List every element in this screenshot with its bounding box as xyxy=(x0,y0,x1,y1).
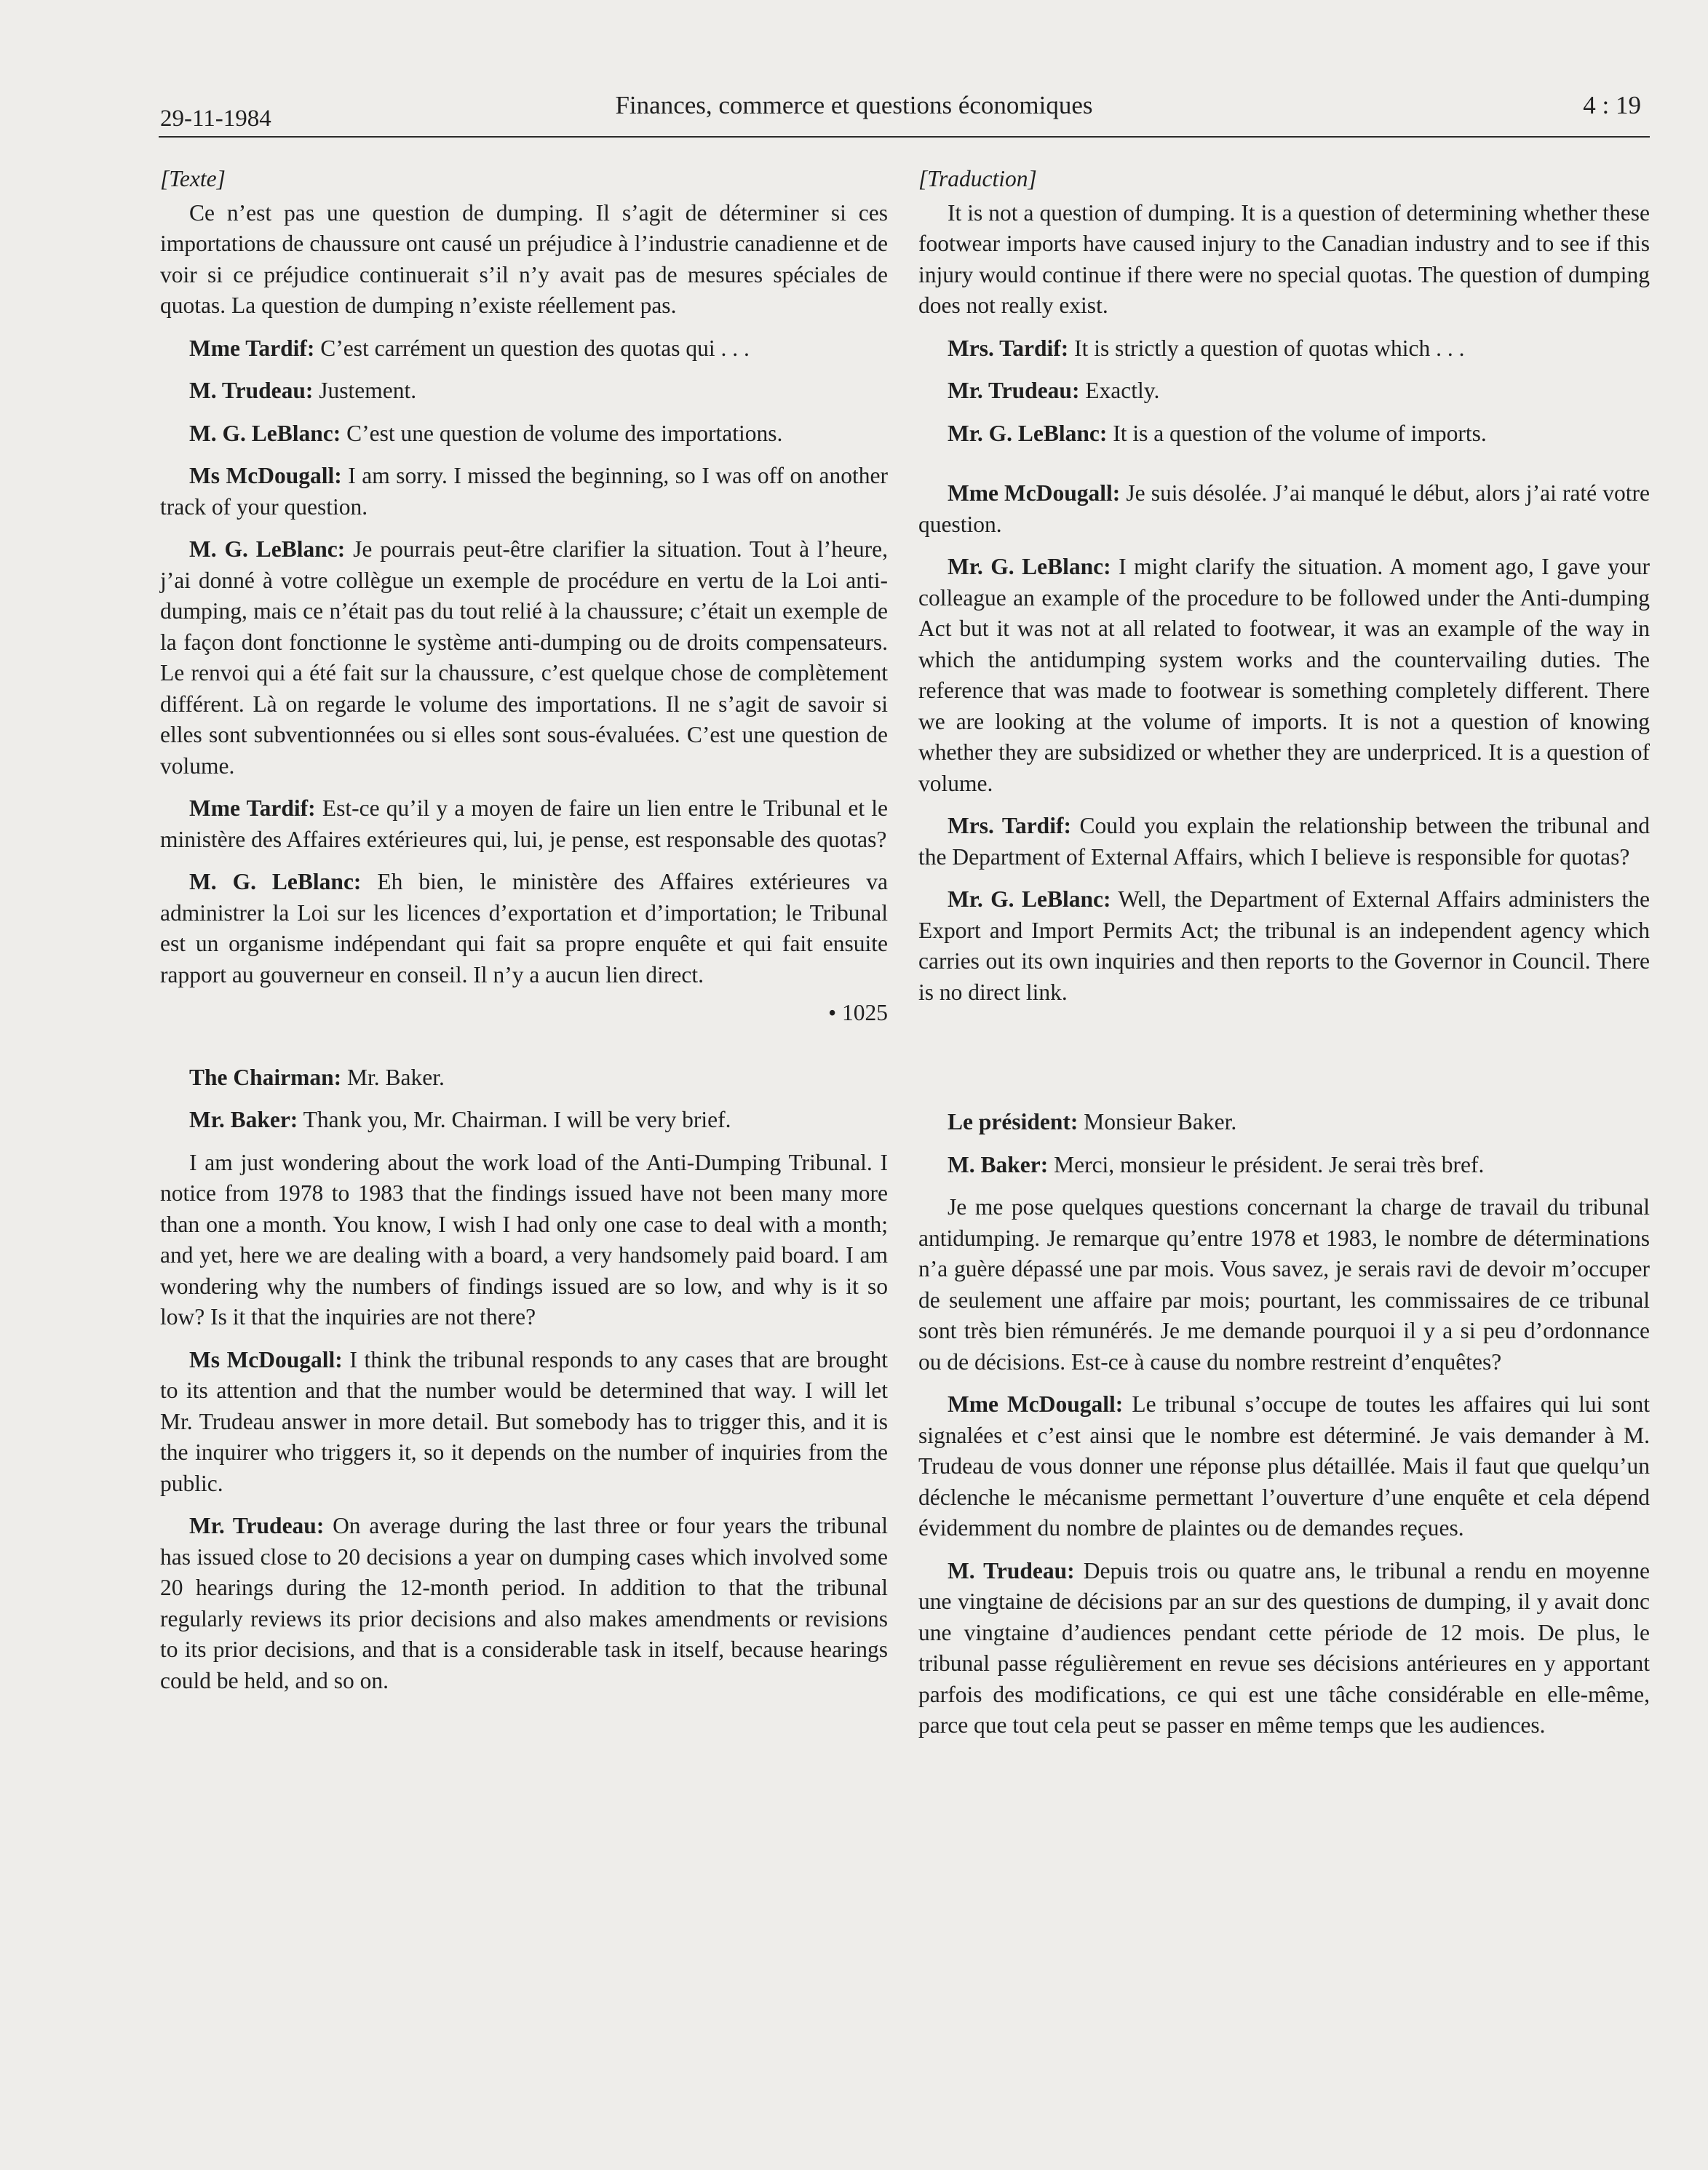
speaker-name: The Chairman: xyxy=(189,1064,342,1090)
speaker-name: M. Baker: xyxy=(948,1151,1049,1177)
right-paragraph xyxy=(918,418,1650,450)
right-language-tag: [Traduction] xyxy=(918,166,1037,191)
speech-text: C’est une question de volume des importations. xyxy=(346,420,783,446)
speaker-name: M. G. LeBlanc: xyxy=(189,420,341,446)
speech-text: Monsieur Baker. xyxy=(1084,1109,1237,1134)
right-paragraph xyxy=(918,1556,1650,1741)
speaker-name: Mme McDougall: xyxy=(948,480,1121,506)
header-page-number: 4 : 19 xyxy=(1583,91,1641,119)
speaker-name: Ms McDougall: xyxy=(189,463,342,488)
left-paragraph xyxy=(160,461,888,522)
speech-text: Je pourrais peut-être clarifier la situation. Tout à l’heure, j’ai donné à votre collègue un exemple de procédure en vertu de la Loi anti-dumping, mais ce n’était pas du tout relié à la chaussure; c’était un exemple de la façon dont fonctionne le système anti-dumping ou de droits compensateurs. Le renvoi qui a été fait sur la chaussure, c’est quelque chose de complètement différent. Là on regarde le volume des importations. Il ne s’agit de savoir si elles sont subventionnées ou si elles sont sous-évaluées. C’est une question de volume. xyxy=(160,536,888,779)
speech-text: Est-ce qu’il y a moyen de faire un lien entre le Tribunal et le ministère des Affaires extérieures qui, lui, je pense, est responsable des quotas? xyxy=(160,795,889,852)
left-paragraph xyxy=(160,1345,888,1500)
header-date: 29-11-1984 xyxy=(160,106,271,132)
speech-text: Well, the Department of External Affairs administers the Export and Import Permits Act; the tribunal is an independent agency which carries out its own inquiries and then reports to the Governor in Council. There is no direct link. xyxy=(918,886,1650,1005)
speech-text: Eh bien, le ministère des Affaires extérieures va administrer la Loi sur les licences d’exportation et d’importation; le Tribunal est un organisme indépendant qui fait sa propre enquête et qui fait ensuite rapport au gouverneur en conseil. Il n’y a aucun lien direct. xyxy=(160,869,888,987)
speech-text: Justement. xyxy=(319,378,417,403)
speaker-name: Mr. G. LeBlanc: xyxy=(948,554,1111,579)
speech-text: Depuis trois ou quatre ans, le tribunal a rendu en moyenne une vingtaine de décisions par an sur des questions de dumping, il y avait donc une vingtaine d’audiences pendant cette période de 12 mois. De plus, le tribunal passe régulièrement en revue ses décisions antérieures en y apportant parfois des modifications, ce qui est une tâche considérable en elle-même, parce que tout cela peut se passer en même temps que les audiences. xyxy=(918,1557,1651,1738)
speaker-name: Mr. G. LeBlanc: xyxy=(948,420,1108,446)
speaker-name: Le président: xyxy=(948,1109,1079,1134)
column-spacer xyxy=(918,1020,1650,1107)
speaker-name: Mme McDougall: xyxy=(948,1391,1124,1417)
speech-text: C’est carrément un question des quotas qui . . . xyxy=(320,335,750,361)
left-paragraph: Ce n’est pas une question de dumping. Il s’agit de déterminer si ces importations de chaussure ont causé un préjudice à l’industrie canadienne et de voir si ce préjudice continuerait s’il n’y avait pas de mesures spéciales de quotas. La question de dumping n’existe réellement pas. xyxy=(160,199,888,318)
speech-text: It is a question of the volume of imports. xyxy=(1113,420,1487,446)
time-marker: • 1025 xyxy=(828,1000,888,1025)
speech-text: Je suis désolée. J’ai manqué le début, alors j’ai raté votre question. xyxy=(918,480,1650,537)
speaker-name: Mrs. Tardif: xyxy=(948,335,1069,361)
speech-text: Thank you, Mr. Chairman. I will be very brief. xyxy=(303,1107,731,1132)
left-paragraph xyxy=(160,867,888,990)
speaker-name: Mme Tardif: xyxy=(189,795,316,821)
right-column xyxy=(918,164,1650,1753)
right-paragraph: It is not a question of dumping. It is a question of determining whether these footwear imports have caused injury to the Canadian industry and to see if this injury would continue if there were no special quotas. The question of dumping does not really exist. xyxy=(918,199,1650,318)
right-paragraph xyxy=(918,375,1650,407)
left-language-tag: [Texte] xyxy=(160,166,226,191)
speech-text: Exactly. xyxy=(1085,378,1160,403)
left-column xyxy=(160,164,888,1708)
speaker-name: Ms McDougall: xyxy=(189,1346,343,1372)
speaker-name: Mr. G. LeBlanc: xyxy=(948,886,1111,912)
left-paragraph xyxy=(160,1511,888,1696)
right-paragraph xyxy=(918,552,1650,799)
left-paragraph xyxy=(160,1062,888,1094)
right-paragraph: Je me pose quelques questions concernant la charge de travail du tribunal antidumping. Je remarque qu’entre 1978 et 1983, le nombre de déterminations n’a guère dépassé une par mois. Vous savez, je serais ravi de devoir m’occuper de seulement une affaire par mois; pourtant, les commissaires de ce tribunal sont très bien rémunérés. Je me demande pourquoi il y a si peu d’ordonnance ou de décisions. Est-ce à cause du nombre restreint d’enquêtes? xyxy=(918,1194,1650,1375)
left-paragraph xyxy=(160,534,888,782)
header-title: Finances, commerce et questions économiques xyxy=(615,91,1093,119)
speech-text: Le tribunal s’occupe de toutes les affaires qui lui sont signalées et c’est ainsi que le nombre est déterminé. Je vais demander à M. Trudeau de vous donner une réponse plus détaillée. Mais il faut que quelqu’un déclenche le mécanisme permettant l’ouverture d’une enquête et cela dépend évidemment du nombre de plaintes ou de demandes reçues. xyxy=(918,1391,1650,1541)
right-paragraph xyxy=(918,811,1650,873)
speaker-name: M. Trudeau: xyxy=(948,1557,1075,1583)
speech-text: It is strictly a question of quotas which . . . xyxy=(1074,335,1465,361)
speaker-name: M. G. LeBlanc: xyxy=(189,536,346,562)
speaker-name: M. Trudeau: xyxy=(189,378,314,403)
speaker-name: M. G. LeBlanc: xyxy=(189,869,362,894)
right-paragraph xyxy=(918,478,1650,540)
right-paragraph xyxy=(918,1150,1650,1181)
left-paragraph xyxy=(160,333,888,365)
page-header xyxy=(0,84,1708,135)
speaker-name: Mr. Baker: xyxy=(189,1107,298,1132)
left-paragraph xyxy=(160,375,888,407)
speaker-name: Mr. Trudeau: xyxy=(948,378,1080,403)
speech-text: Merci, monsieur le président. Je serai très bref. xyxy=(1054,1151,1485,1177)
left-paragraph xyxy=(160,418,888,450)
header-rule xyxy=(159,136,1650,138)
speaker-name: Mr. Trudeau: xyxy=(189,1513,325,1538)
speech-text: Could you explain the relationship between the tribunal and the Department of External Affairs, which I believe is responsible for quotas? xyxy=(918,813,1650,870)
right-paragraph xyxy=(918,884,1650,1008)
left-paragraph xyxy=(160,793,888,855)
speaker-name: Mme Tardif: xyxy=(189,335,315,361)
speech-text: On average during the last three or four years the tribunal has issued close to 20 decisions a year on dumping cases which involved some 20 hearings during the 12-month period. In addition to that the tribunal regularly reviews its prior decisions and also makes amendments or revisions to its prior decisions, and that is a considerable task in itself, because hearings could be held, and so on. xyxy=(160,1513,888,1693)
left-paragraph xyxy=(160,1105,888,1136)
right-paragraph xyxy=(918,1389,1650,1544)
speech-text: I am sorry. I missed the beginning, so I was off on another track of your question. xyxy=(160,463,888,520)
left-paragraph: I am just wondering about the work load of the Anti-Dumping Tribunal. I notice from 1978 to 1983 that the findings issued have not been many more than one a month. You know, I wish I had only one case to deal with a month; and yet, here we are dealing with a board, a very handsomely paid board. I am wondering why the numbers of findings issued are so low, and why is it so low? Is it that the inquiries are not there? xyxy=(160,1149,888,1330)
speaker-name: Mrs. Tardif: xyxy=(948,813,1071,838)
speech-text: Mr. Baker. xyxy=(347,1064,445,1090)
right-paragraph xyxy=(918,333,1650,365)
speech-text: I think the tribunal responds to any cases that are brought to its attention and that the number would be determined that way. I will let Mr. Trudeau answer in more detail. But somebody has to trigger this, and it is the inquirer who triggers it, so it depends on the number of inquiries from the public. xyxy=(160,1346,889,1496)
right-paragraph xyxy=(918,1107,1650,1138)
speech-text: I might clarify the situation. A moment ago, I gave your colleague an example of the procedure to be followed under the Anti-dumping Act but it was not at all related to footwear, it was an example of the way in which the antidumping system works and the countervailing duties. The reference that was made to footwear is something completely different. There we are looking at the volume of imports. It is not a question of knowing whether they are subsidized or whether they are underpriced. It is a question of volume. xyxy=(918,554,1650,796)
